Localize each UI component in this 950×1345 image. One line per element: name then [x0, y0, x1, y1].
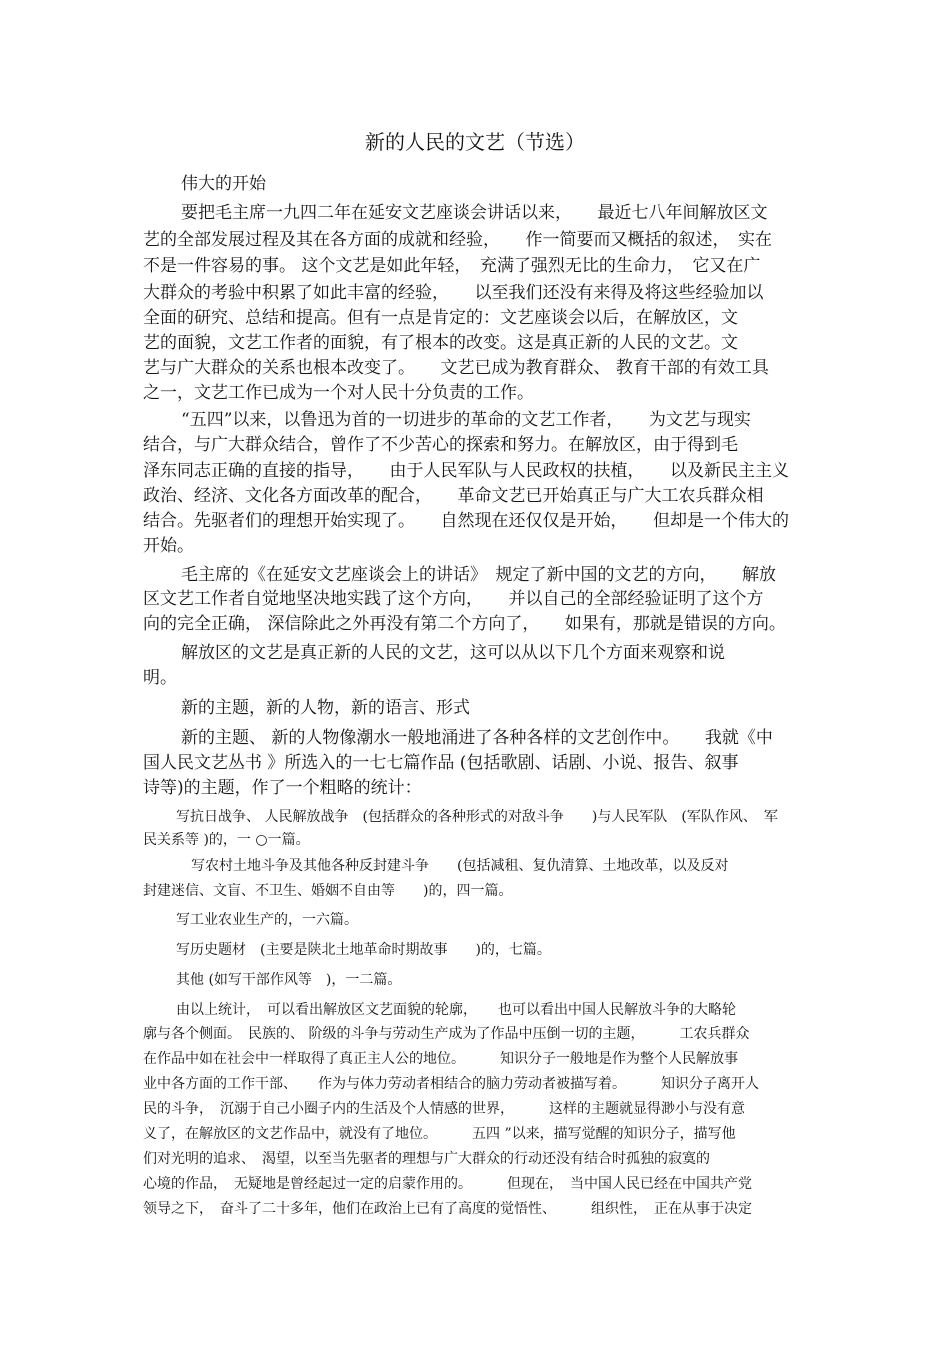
stat-line: 写农村土地斗争及其他各种反封建斗争 (包括减租、复仇清算、土地改革，以及反对: [191, 858, 729, 874]
page-title: 新的人民的文艺（节选）: [365, 130, 585, 154]
text-line: 泽东同志正确的直接的指导， 由于人民军队与人民政权的扶植， 以及新民主主义: [143, 461, 789, 481]
stat-line: 写抗日战争、 人民解放战争 (包括群众的各种形式的对敌斗争 )与人民军队 (军队作风、 军: [176, 809, 778, 825]
stat-line: 民关系等 )的，一 ○一篇。: [143, 832, 310, 848]
text-line: 全面的研究、总结和提高。但有一点是肯定的：文艺座谈会以后，在解放区，文: [143, 308, 738, 328]
text-line: 政治、经济、文化各方面改革的配合， 革命文艺已开始真正与广大工农兵群众相: [143, 486, 764, 506]
text-line: 结合，与广大群众结合，曾作了不少苦心的探索和努力。在解放区，由于得到毛: [143, 435, 738, 455]
text-line: 之一，文艺工作已成为一个对人民十分负责的工作。: [143, 383, 534, 403]
text-line: 不是一件容易的事。 这个文艺是如此年轻， 充满了强烈无比的生命力， 它又在广: [143, 256, 761, 276]
text-line: 明。: [143, 668, 177, 688]
stat-line: 封建迷信、文盲、不卫生、婚姻不自由等 )的，四一篇。: [143, 883, 513, 899]
text-line: 艺与广大群众的关系也根本改变了。 文艺已成为教育群众、 教育干部的有效工具: [143, 358, 769, 378]
text-line: 解放区的文艺是真正新的人民的文艺，这可以从以下几个方面来观察和说: [181, 643, 725, 663]
text-line: 业中各方面的工作干部、 作为与体力劳动者相结合的脑力劳动者被描写着。 知识分子离开人: [143, 1076, 759, 1092]
text-line: 艺的全部发展过程及其在各方面的成就和经验， 作一简要而又概括的叙述， 实在: [143, 230, 772, 250]
text-line: 向的完全正确， 深信除此之外再没有第二个方向了， 如果有，那就是错误的方向。: [143, 614, 786, 634]
text-line: 由以上统计， 可以看出解放区文艺面貌的轮廓， 也可以看出中国人民解放斗争的大略轮: [176, 1002, 736, 1018]
text-line: 要把毛主席一九四二年在延安文艺座谈会讲话以来， 最近七八年间解放区文: [181, 203, 768, 223]
text-line: 大群众的考验中积累了如此丰富的经验， 以至我们还没有来得及将这些经验加以: [143, 283, 764, 303]
text-line: 们对光明的追求、 渴望，以至当先驱者的理想与广大群众的行动还没有结合时孤独的寂寞的: [143, 1151, 710, 1167]
text-line: 诗等)的主题，作了一个粗略的统计：: [143, 778, 422, 798]
stat-line: 写历史题材 (主要是陕北土地革命时期故事 )的，七篇。: [176, 942, 551, 958]
text-line: 区文艺工作者自觉地坚决地实践了这个方向， 并以自己的全部经验证明了这个方: [143, 589, 764, 609]
text-line: 义了，在解放区的文艺作品中，就没有了地位。 五四 ”以来，描写觉醒的知识分子，描写他: [143, 1126, 736, 1142]
text-line: 结合。先驱者们的理想开始实现了。 自然现在还仅仅是开始， 但却是一个伟大的: [143, 511, 789, 531]
stat-line: 写工业农业生产的，一六篇。: [176, 912, 358, 928]
text-line: 廓与各个侧面。 民族的、 阶级的斗争与劳动生产成为了作品中压倒一切的主题， 工农兵群众: [143, 1026, 750, 1042]
section-heading-new-themes: 新的主题，新的人物，新的语言、形式: [181, 698, 470, 718]
text-line: 艺的面貌，文艺工作者的面貌，有了根本的改变。这是真正新的人民的文艺。文: [143, 333, 738, 353]
text-line: 民的斗争， 沉溺于自己小圈子内的生活及个人情感的世界， 这样的主题就显得渺小与没有意: [143, 1101, 745, 1117]
text-line: 心境的作品， 无疑地是曾经起过一定的启蒙作用的。 但现在， 当中国人民已经在中国共产党: [143, 1176, 752, 1192]
stat-line: 其他 (如写干部作风等 )，一二篇。: [176, 972, 402, 988]
text-line: 新的主题、 新的人物像潮水一般地涌进了各种各样的文艺创作中。 我就《中: [181, 728, 773, 748]
text-line: “五四”以来，以鲁迅为首的一切进步的革命的文艺工作者， 为文艺与现实: [181, 410, 751, 430]
text-line: 领导之下， 奋斗了二十多年，他们在政治上已有了高度的觉悟性、 组织性， 正在从事于决定: [143, 1201, 752, 1217]
text-line: 毛主席的《在延安文艺座谈会上的讲话》 规定了新中国的文艺的方向， 解放: [181, 565, 776, 585]
text-line: 在作品中如在社会中一样取得了真正主人公的地位。 知识分子一般地是作为整个人民解放事: [143, 1051, 738, 1067]
section-heading-great-beginning: 伟大的开始: [181, 174, 266, 194]
text-line: 开始。: [143, 536, 194, 556]
text-line: 国人民文艺丛书 》所选入的一七七篇作品 (包括歌剧、话剧、小说、报告、叙事: [143, 753, 739, 773]
